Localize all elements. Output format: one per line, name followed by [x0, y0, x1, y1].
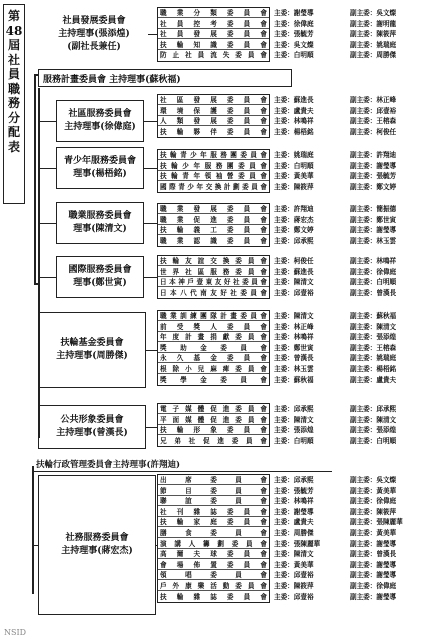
connector-line	[38, 168, 56, 169]
chair-name: 主委：陳清文	[274, 550, 314, 559]
connector-line	[146, 427, 157, 428]
committee-name: 環境保護委員會	[160, 106, 267, 115]
vice-chair-name: 副主委：徐偉庭	[350, 267, 397, 276]
vice-chair-name: 副主委：周勝傑	[350, 51, 397, 60]
chair-name: 主委：盧貴夫	[274, 106, 314, 115]
header-underline	[32, 471, 332, 472]
committee-name: 職業訓練團隊計畫委員會	[160, 312, 267, 320]
chair-name: 主委：陳筱萍	[274, 582, 314, 590]
vice-chair-name: 副主委：簡振德	[350, 205, 397, 213]
committee-name: 永久基金委員會	[160, 354, 267, 363]
connector-line	[148, 34, 157, 35]
vice-chair-name: 副主委：白明順	[350, 436, 397, 445]
page-title	[3, 4, 25, 204]
committee-head	[56, 256, 144, 298]
committee-head-line: 社務服務委員會	[65, 533, 129, 543]
vice-chair-name: 副主委：陳清文	[350, 322, 397, 331]
committee-name: 扶輪家庭委員會	[160, 518, 267, 527]
vice-chair-name: 副主委：徐偉庭	[350, 497, 397, 506]
vice-chair-name: 副主委：謝瑩導	[350, 571, 397, 580]
committee-name: 世界社區服務委員會	[160, 267, 267, 276]
plan-committee-header: 服務計畫委員會 主持理事(蘇秋福)	[38, 69, 292, 87]
committee-head-line: 理事(鄭世寅)	[73, 278, 127, 288]
title-char: 表	[7, 139, 20, 154]
vice-chair-name: 副主委：王榕森	[350, 117, 397, 126]
vice-chair-name: 副主委：黃美華	[350, 529, 397, 537]
committee-name: 兄弟社促進委員會	[160, 436, 267, 445]
committee-head-text	[61, 532, 133, 558]
vice-chair-name: 副主委：張添煌	[350, 426, 397, 435]
chair-name: 主委：陳清文	[274, 415, 314, 424]
chair-name: 主委：蘇進長	[274, 96, 314, 104]
committee-head-text	[64, 155, 136, 181]
committee-name: 職業發展委員會	[160, 205, 267, 213]
committee-name: 人類發展委員會	[160, 117, 267, 126]
committee-name: 前受獎人委員會	[160, 322, 267, 331]
committee-head-text	[56, 414, 128, 440]
chair-name: 主委：林鳴祥	[274, 333, 314, 342]
connector-line	[38, 223, 56, 224]
chair-name: 主委：吳文燦	[274, 40, 314, 49]
chair-name: 主委：鄭世寅	[274, 343, 314, 352]
committee-name: 職業分類委員會	[160, 9, 267, 17]
vice-chair-name: 副主委：鄭文婷	[350, 182, 397, 191]
vice-chair-name: 副主委：謝瑩導	[350, 161, 397, 170]
committee-name: 演講人籌劃委員會	[160, 539, 267, 548]
chair-name: 主委：姚瑞庭	[274, 151, 314, 159]
vice-chair-name: 副主委：盧貴夫	[350, 375, 397, 384]
chair-name: 主委：謝瑩導	[274, 9, 314, 17]
committee-name: 節目委員會	[160, 486, 267, 495]
committee-head-text	[56, 337, 128, 363]
committee-head	[40, 12, 148, 56]
vice-chair-name: 副主委：邱承熙	[350, 405, 397, 413]
committee-head-line: 主持理事(張添煌)	[58, 28, 130, 39]
chair-name: 主委：蔣宏杰	[274, 215, 314, 224]
title-char: 社	[7, 52, 20, 67]
committee-head-line: 理事(楊梧銘)	[73, 169, 127, 179]
chair-name: 主委：徐偉庭	[274, 19, 314, 28]
committee-head-line: 國際服務委員會	[68, 265, 132, 275]
committee-name: 扶輪形象委員會	[160, 426, 267, 435]
title-char: 務	[7, 96, 20, 110]
connector-line	[146, 350, 157, 351]
chair-name: 主委：林鳴祥	[274, 117, 314, 126]
committee-name: 扶輪義工委員會	[160, 226, 267, 235]
committee-head	[38, 405, 146, 449]
chair-name: 主委：楊梧銘	[274, 127, 314, 136]
chair-name: 主委：曾漢長	[274, 354, 314, 363]
committee-name: 扶輪知識委員會	[160, 40, 267, 49]
vice-chair-name: 副主委：楊梧銘	[350, 365, 397, 373]
committee-head-text	[68, 264, 131, 290]
chair-name: 主委：邱壹裕	[274, 571, 314, 580]
vice-chair-name: 副主委：白明順	[350, 278, 397, 287]
vice-chair-name: 副主委：吳文燦	[350, 476, 397, 484]
committee-name: 社員發展委員會	[160, 30, 267, 39]
committee-name: 社員控考委員會	[160, 19, 267, 28]
vice-chair-name: 副主委：鄭世寅	[350, 215, 397, 224]
committee-name: 會場佈置委員會	[160, 560, 267, 569]
chair-name: 主委：林正峰	[274, 322, 314, 331]
committee-name: 社區發展委員會	[160, 96, 267, 104]
chair-name: 主委：陳清文	[274, 278, 314, 287]
vice-chair-name: 副主委：姚瑞庭	[350, 40, 397, 49]
chair-name: 主委：陳筱萍	[274, 182, 314, 191]
vice-chair-name: 副主委：陳筱萍	[350, 30, 397, 39]
chair-name: 主委：邱壹裕	[274, 288, 314, 297]
chair-name: 主委：邱承熙	[274, 405, 314, 413]
vice-chair-name: 副主委：林正峰	[350, 96, 397, 104]
committee-head-line: 理事(陳清文)	[73, 224, 127, 234]
vice-chair-name: 副主委：柯俊任	[350, 127, 397, 136]
title-char: 員	[7, 67, 20, 81]
committee-name: 職業促進委員會	[160, 215, 267, 224]
committee-head-text	[68, 210, 131, 236]
connector-line	[38, 121, 56, 122]
chair-name: 主委：白明順	[274, 51, 314, 60]
vice-chair-name: 副主委：吳文燦	[350, 9, 397, 17]
title-char: 48	[5, 23, 23, 38]
committee-name: 職業認識委員會	[160, 236, 267, 245]
vice-chair-name: 副主委：蘇秋福	[350, 312, 397, 320]
committee-name: 扶輪友誼交換委員會	[160, 257, 267, 265]
connector-line	[144, 121, 157, 122]
committee-head-line: 主持理事(周勝傑)	[56, 351, 128, 361]
vice-chair-name: 副主委：曾漢長	[350, 550, 397, 559]
committee-name: 領唱委員會	[160, 571, 267, 580]
vice-chair-name: 副主委：曾漢長	[350, 288, 397, 297]
vice-chair-name: 副主委：陳筱萍	[350, 507, 397, 516]
committee-name: 社刊雜誌委員會	[160, 507, 267, 516]
title-char: 第	[7, 9, 20, 23]
committee-head-line: 職業服務委員會	[68, 211, 132, 221]
vice-chair-name: 副主委：姚瑞庭	[350, 354, 397, 363]
committee-name: 膳食委員會	[160, 529, 267, 537]
committee-name: 戶外康樂活動委員會	[160, 582, 267, 590]
chair-name: 主委：陳清文	[274, 312, 314, 320]
chair-name: 主委：謝瑩導	[274, 507, 314, 516]
committee-head	[56, 147, 144, 189]
vice-chair-name: 副主委：張添煌	[350, 333, 397, 342]
chair-name: 主委：林玉雲	[274, 365, 314, 373]
committee-name: 出席委員會	[160, 476, 267, 484]
vice-chair-name: 副主委：謝瑩導	[350, 539, 397, 548]
chair-name: 主委：蘇進長	[274, 267, 314, 276]
connector-line	[144, 277, 157, 278]
committee-head-line: 公共形象委員會	[60, 415, 124, 425]
committee-name: 根除小兒麻痺委員會	[160, 365, 267, 373]
vice-chair-name: 副主委：林鳴祥	[350, 257, 397, 265]
chair-name: 主委：邱承熙	[274, 236, 314, 245]
committee-head	[38, 312, 146, 388]
vice-chair-name: 副主委：張陳麗華	[350, 518, 403, 527]
chair-name: 主委：林鳴祥	[274, 497, 314, 506]
chair-name: 主委：邱壹裕	[274, 592, 314, 601]
committee-head-line: 社區服務委員會	[68, 109, 132, 119]
committee-name: 日本八代南友好社委員會	[160, 288, 267, 297]
committee-name: 日本神戶壹東友好社委員會	[160, 278, 267, 287]
connector-line	[32, 545, 38, 546]
committee-name: 電子媒體促進委員會	[160, 405, 267, 413]
connector-line	[144, 168, 157, 169]
vice-chair-name: 副主委：張毓芳	[350, 172, 397, 181]
vice-chair-name: 副主委：林玉雲	[350, 236, 397, 245]
committee-head-text	[64, 108, 136, 134]
chair-name: 主委：周勝傑	[274, 529, 314, 537]
committee-name: 平面媒體促進委員會	[160, 415, 267, 424]
committee-name: 獎學金委員會	[160, 375, 267, 384]
vice-chair-name: 副主委：許翔迪	[350, 151, 397, 159]
chair-name: 主委：盧貴夫	[274, 518, 314, 527]
committee-name: 扶輪青少年服務團委員會	[160, 151, 267, 159]
committee-head	[38, 475, 156, 615]
vice-chair-name: 副主委：陳清文	[350, 415, 397, 424]
committee-name: 聯誼委員會	[160, 497, 267, 506]
chair-name: 主委：許翔迪	[274, 205, 314, 213]
chair-name: 主委：鄭文婷	[274, 226, 314, 235]
title-char: 配	[7, 125, 20, 139]
chair-name: 主委：黃美華	[274, 172, 314, 181]
committee-head	[56, 100, 144, 142]
committee-name: 防止社員流失委員會	[160, 51, 267, 60]
vice-chair-name: 副主委：王榕森	[350, 343, 397, 352]
committee-head-line: 扶輪基金委員會	[60, 338, 124, 348]
committee-head-line: 社員發展委員會	[62, 15, 126, 26]
vice-chair-name: 副主委：徐偉庭	[350, 582, 397, 590]
committee-name: 國際青少年交換計劃委員會	[160, 182, 267, 191]
committee-head-line: 青少年服務委員會	[63, 156, 136, 166]
committee-head-line: 主持理事(蔣宏杰)	[61, 546, 133, 556]
chair-name: 主委：張陳麗華	[274, 539, 321, 548]
chair-name: 主委：張毓芳	[274, 30, 314, 39]
committee-head-line: 主持理事(徐偉庭)	[64, 122, 136, 132]
vice-chair-name: 副主委：謝瑩導	[350, 592, 397, 601]
committee-name: 扶輪青年領袖營委員會	[160, 172, 267, 181]
trunk-line	[32, 466, 34, 594]
committee-name: 扶輪雜誌委員會	[160, 592, 267, 601]
chair-name: 主委：張毓芳	[274, 486, 314, 495]
chair-name: 主委：白明順	[274, 161, 314, 170]
committee-head-line: 主持理事(曾漢長)	[56, 428, 128, 438]
vice-chair-name: 副主委：謝明龍	[350, 19, 397, 28]
chair-name: 主委：柯俊任	[274, 257, 314, 265]
chair-name: 主委：邱承熙	[274, 476, 314, 484]
committee-name: 扶輪夥伴委員會	[160, 127, 267, 136]
vice-chair-name: 副主委：黃美華	[350, 486, 397, 495]
committee-head	[56, 202, 144, 244]
vice-chair-name: 副主委：邱壹裕	[350, 106, 397, 115]
title-char: 職	[7, 81, 20, 96]
chair-name: 主委：張添煌	[274, 426, 314, 435]
committee-head-text	[58, 15, 130, 54]
connector-line	[38, 277, 56, 278]
chair-name: 主委：白明順	[274, 436, 314, 445]
committee-head-line: (副社長兼任)	[67, 41, 121, 52]
committee-name: 高爾夫球委員會	[160, 550, 267, 559]
title-char: 分	[7, 110, 20, 125]
vice-chair-name: 副主委：謝瑩導	[350, 560, 397, 569]
chair-name: 主委：黃美華	[274, 560, 314, 569]
committee-name: 扶輪少年服務團委員會	[160, 161, 267, 170]
connector-line	[144, 223, 157, 224]
committee-name: 年度計畫捐獻委員會	[160, 333, 267, 342]
chair-name: 主委：蘇秋福	[274, 375, 314, 384]
vice-chair-name: 副主委：謝瑩導	[350, 226, 397, 235]
title-char: 屆	[7, 38, 20, 52]
committee-name: 獎助金委員會	[160, 343, 267, 352]
footer-mark: NSID	[4, 628, 27, 637]
trunk-line	[34, 74, 36, 284]
admin-committee-header: 扶輪行政管理委員會主持理事(許翔迪)	[36, 460, 181, 470]
